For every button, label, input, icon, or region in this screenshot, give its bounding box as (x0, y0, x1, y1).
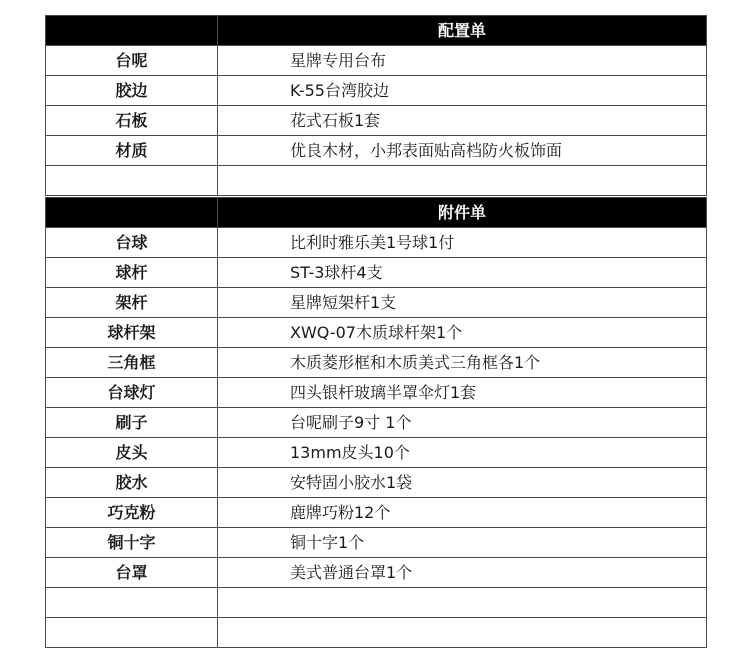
row-value: 比利时雅乐美1号球1付 (218, 228, 707, 258)
parts-table (45, 197, 707, 648)
table-row (46, 468, 707, 498)
row-value: 木质菱形框和木质美式三角框各1个 (218, 348, 707, 378)
table-row (46, 106, 707, 136)
row-value: 台呢刷子9寸 1个 (218, 408, 707, 438)
row-label: 铜十字 (46, 528, 218, 558)
config-title: 配置单 (218, 16, 707, 46)
table-row-empty (46, 166, 707, 196)
table-row (46, 498, 707, 528)
table-row (46, 348, 707, 378)
row-label: 胶边 (46, 76, 218, 106)
table-row (46, 228, 707, 258)
row-value: XWQ-07木质球杆架1个 (218, 318, 707, 348)
parts-header-spacer (46, 198, 218, 228)
row-value: 星牌短架杆1支 (218, 288, 707, 318)
row-value: ST-3球杆4支 (218, 258, 707, 288)
config-header-row (46, 16, 707, 46)
row-value: 四头银杆玻璃半罩伞灯1套 (218, 378, 707, 408)
table-row (46, 76, 707, 106)
parts-title: 附件单 (218, 198, 707, 228)
row-value (218, 588, 707, 618)
row-value: 铜十字1个 (218, 528, 707, 558)
row-label: 巧克粉 (46, 498, 218, 528)
table-row-empty (46, 618, 707, 648)
row-value: 优良木材，小邦表面贴高档防火板饰面 (218, 136, 707, 166)
row-value: 花式石板1套 (218, 106, 707, 136)
row-value: K-55台湾胶边 (218, 76, 707, 106)
row-value: 安特固小胶水1袋 (218, 468, 707, 498)
row-label: 球杆 (46, 258, 218, 288)
table-row (46, 136, 707, 166)
row-label: 台球 (46, 228, 218, 258)
table-row (46, 378, 707, 408)
row-label: 石板 (46, 106, 218, 136)
table-row (46, 258, 707, 288)
row-label: 台罩 (46, 558, 218, 588)
row-label: 皮头 (46, 438, 218, 468)
table-row (46, 558, 707, 588)
table-row (46, 408, 707, 438)
config-header-spacer (46, 16, 218, 46)
table-row (46, 318, 707, 348)
row-value: 13mm皮头10个 (218, 438, 707, 468)
table-row (46, 46, 707, 76)
row-value (218, 618, 707, 648)
row-value: 星牌专用台布 (218, 46, 707, 76)
row-label: 刷子 (46, 408, 218, 438)
row-label: 三角框 (46, 348, 218, 378)
row-label: 台球灯 (46, 378, 218, 408)
row-label (46, 618, 218, 648)
row-value (218, 166, 707, 196)
row-label: 球杆架 (46, 318, 218, 348)
config-table (45, 15, 707, 196)
row-label (46, 166, 218, 196)
row-value: 美式普通台罩1个 (218, 558, 707, 588)
parts-header-row (46, 198, 707, 228)
table-row (46, 528, 707, 558)
row-label (46, 588, 218, 618)
row-label: 架杆 (46, 288, 218, 318)
table-row-empty (46, 588, 707, 618)
row-label: 台呢 (46, 46, 218, 76)
table-row (46, 438, 707, 468)
row-label: 胶水 (46, 468, 218, 498)
row-value: 鹿牌巧粉12个 (218, 498, 707, 528)
row-label: 材质 (46, 136, 218, 166)
table-row (46, 288, 707, 318)
